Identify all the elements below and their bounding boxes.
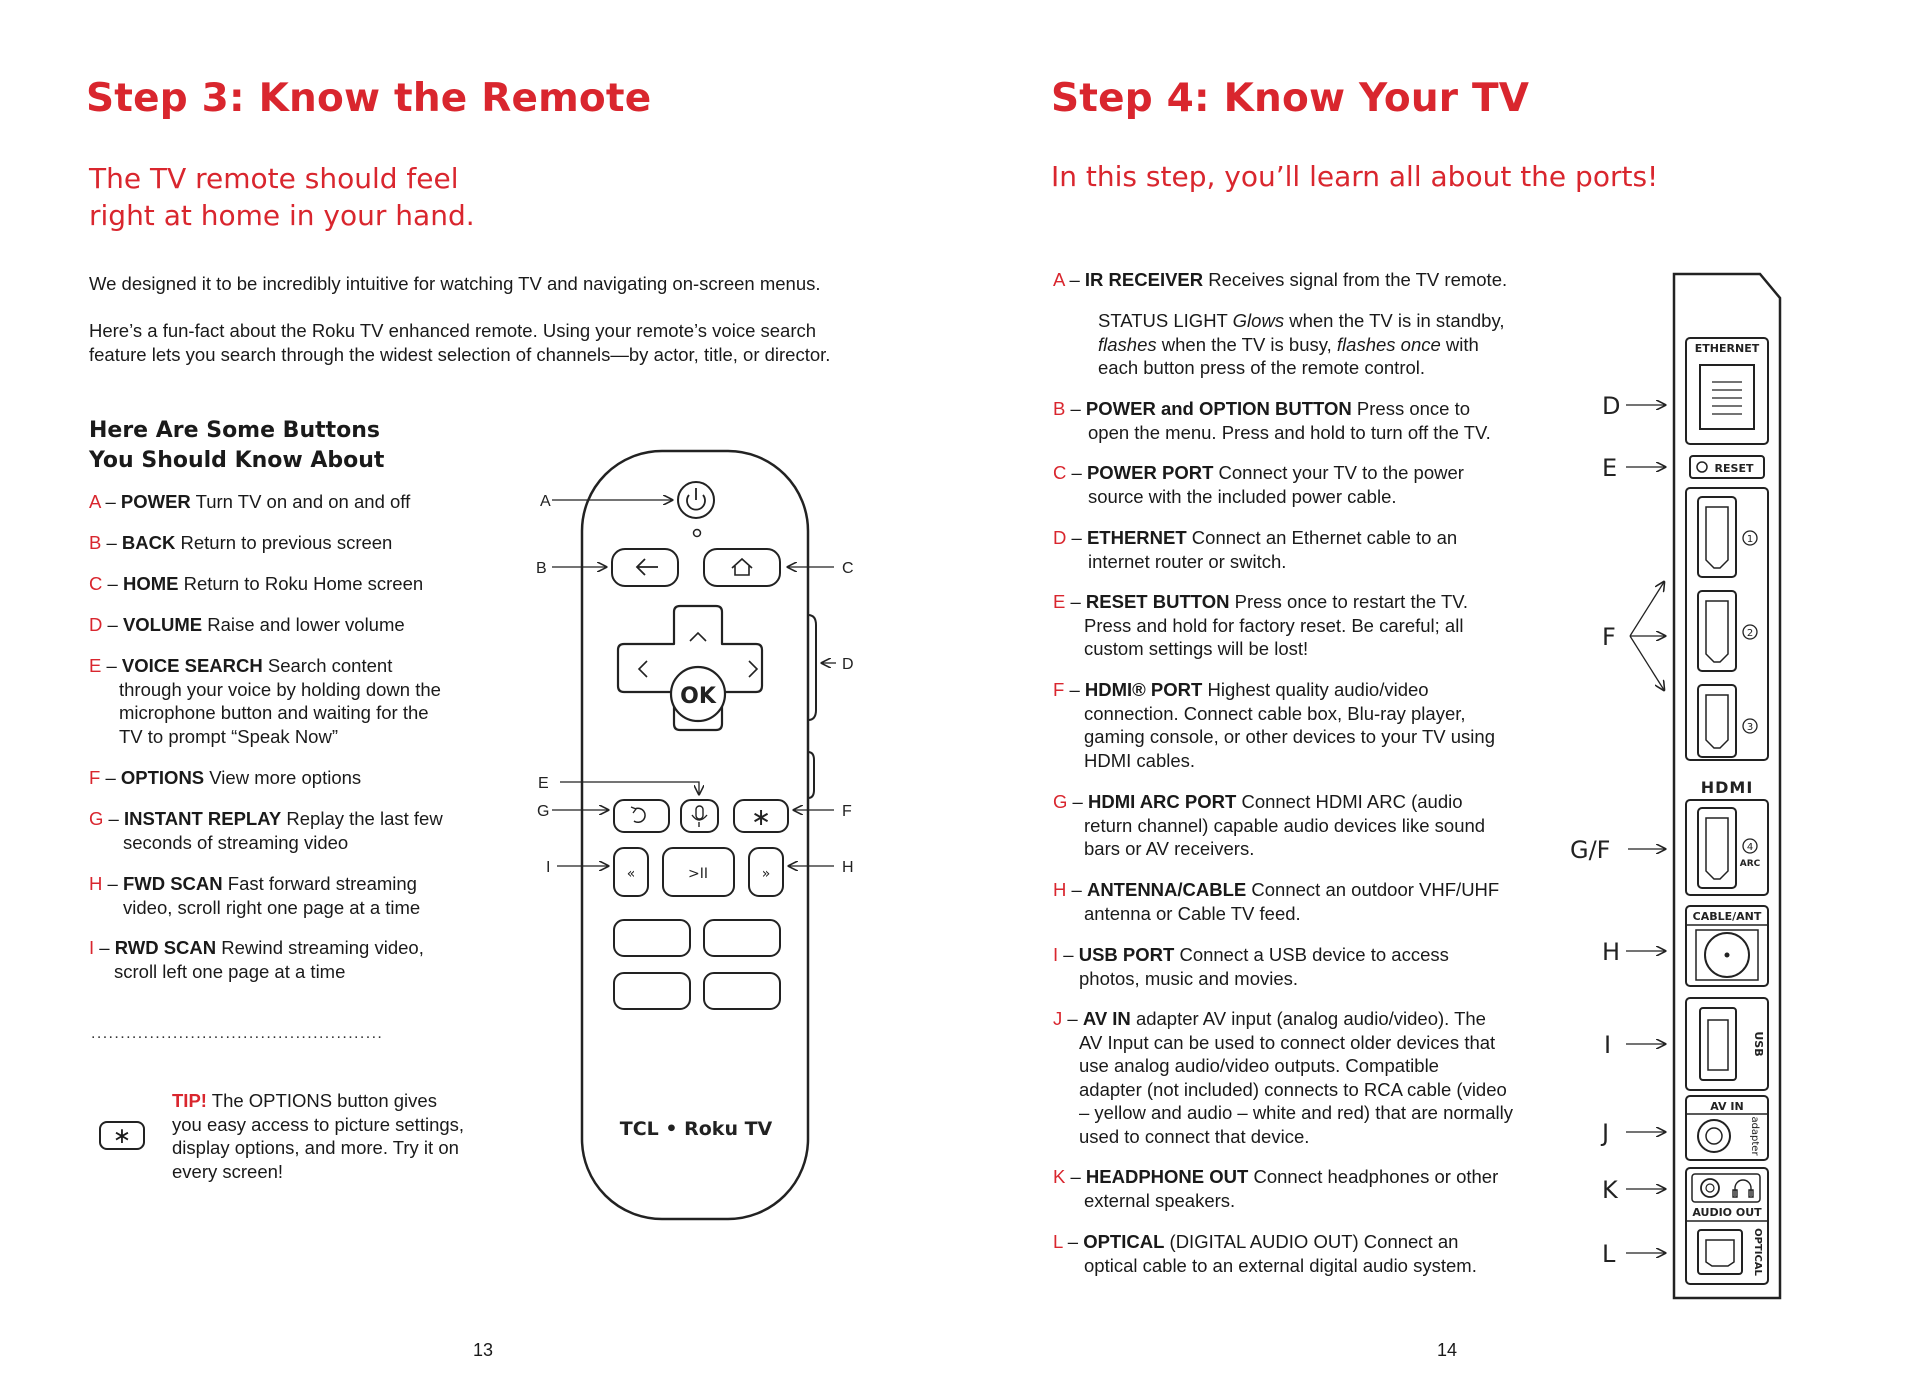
item-name: RESET BUTTON [1085, 591, 1230, 612]
remote-item-fwd-scan: H – FWD SCAN Fast forward streaming video, scroll right one page at a time [89, 873, 421, 918]
right-page-title: Step 4: Know Your TV [1051, 76, 1530, 121]
remote-item-voice-search: E – VOICE SEARCH Search content through your voice by holding down the microphone button and waiting for the TV to prompt “Speak Now” [89, 655, 441, 747]
item-name: RWD SCAN [114, 937, 217, 958]
shortcut-button-4 [704, 973, 780, 1009]
item-name: HOME [122, 573, 179, 594]
remote-item-power: A – POWER Turn TV on and on and off [89, 491, 411, 512]
item-name: POWER PORT [1086, 462, 1214, 483]
remote-item-volume: D – VOLUME Raise and lower volume [89, 614, 405, 635]
tip-label: TIP! [172, 1090, 207, 1111]
item-desc: seconds of streaming video [123, 831, 349, 853]
item-name: INSTANT REPLAY [123, 808, 282, 829]
callout-label: G/F [1570, 836, 1611, 864]
callout-label: E [538, 775, 549, 792]
callout-label: I [546, 859, 551, 876]
item-desc: Connect HDMI ARC (audio [1241, 791, 1463, 812]
item-letter: B [1053, 398, 1066, 419]
item-desc [1098, 333, 1505, 357]
tv-item-ir-receiver: A – IR RECEIVER Receives signal from the TV remote. [1053, 269, 1508, 290]
item-desc: bars or AV receivers. [1084, 838, 1255, 859]
item-desc: return channel) capable audio devices like sound [1084, 814, 1486, 836]
callout-label: E [1602, 454, 1618, 482]
ok-label: OK [680, 684, 716, 709]
headphone-port [1701, 1179, 1719, 1197]
buttons-heading [89, 416, 384, 476]
item-desc: Return to previous screen [180, 532, 393, 553]
item-letter: C [89, 573, 103, 594]
callout-label: H [1602, 938, 1621, 966]
av-in-label: AV IN [1710, 1100, 1744, 1113]
item-letter: I [1053, 944, 1059, 965]
callout-label: B [536, 560, 547, 577]
item-desc: each button press of the remote control. [1098, 357, 1426, 378]
hdmi-port-2 [1698, 591, 1736, 671]
hdmi-number: 1 [1746, 534, 1754, 545]
av-in-port [1698, 1120, 1730, 1152]
tv-item-power-port: C – POWER PORT Connect your TV to the power source with the included power cable. [1053, 462, 1464, 507]
remote-item-home: C – HOME Return to Roku Home screen [89, 573, 424, 594]
dotted-divider: .................................................. [91, 1025, 384, 1042]
asterisk-icon: ∗ [750, 803, 772, 831]
remote-item-back: B – BACK Return to previous screen [89, 532, 393, 553]
item-letter: G [89, 808, 104, 829]
item-desc [1098, 309, 1505, 333]
intro-paragraph: We designed it to be incredibly intuitive for watching TV and navigating on-screen menus. [89, 273, 821, 294]
hdmi-port-3 [1698, 685, 1736, 757]
callout-label: C [842, 560, 854, 577]
item-desc: Turn TV on and on and off [195, 491, 411, 512]
reset-label: RESET [1714, 462, 1754, 475]
remote-item-rwd-scan: I – RWD SCAN Rewind streaming video, scroll left one page at a time [89, 937, 424, 982]
item-letter: K [1053, 1166, 1066, 1187]
item-letter: G [1053, 791, 1068, 812]
hdmi-number: 2 [1746, 628, 1754, 639]
item-name: OPTICAL [1083, 1231, 1165, 1252]
tip-text [172, 1089, 464, 1183]
remote-item-instant-replay: G – INSTANT REPLAY Replay the last few seconds of streaming video [89, 808, 443, 853]
callout-label: F [1602, 623, 1616, 651]
tv-port-panel-illustration [1560, 265, 1790, 1310]
usb-port [1700, 1008, 1736, 1080]
item-desc: Connect a USB device to access [1179, 944, 1449, 965]
item-desc: Connect an outdoor VHF/UHF [1251, 879, 1500, 900]
hdmi-arc-port [1698, 808, 1736, 888]
heading-line: Here Are Some Buttons [89, 418, 381, 443]
tv-item-antenna-cable: H – ANTENNA/CABLE Connect an outdoor VHF/UHF antenna or Cable TV feed. [1053, 879, 1500, 924]
item-desc: video, scroll right one page at a time [123, 896, 421, 918]
item-name: HDMI ARC PORT [1087, 791, 1237, 812]
tv-item-av-in: J – AV IN adapter AV input (analog audio/video). The AV Input can be used to connect older devices that use analog audio/video outputs. Compatible adapter (not included) connects to RCA cable (video – yellow and audio – white and red) that are normally used to connect that device. [1053, 1008, 1513, 1147]
item-desc: adapter AV input (analog audio/video). The [1135, 1008, 1486, 1029]
paragraph-line: feature lets you search through the widest selection of channels—by actor, title, or director. [89, 344, 831, 365]
item-desc: View more options [209, 767, 362, 788]
item-letter: A [89, 491, 101, 512]
item-desc: through your voice by holding down the [119, 678, 441, 700]
tip-line: you easy access to picture settings, [172, 1113, 465, 1135]
item-desc: scroll left one page at a time [114, 960, 346, 982]
item-name: OPTIONS [120, 767, 205, 788]
shortcut-button-1 [614, 920, 690, 956]
callout-label: L [1602, 1240, 1616, 1268]
item-name: ETHERNET [1086, 527, 1187, 548]
remote-illustration [520, 440, 860, 1230]
callout-label: J [1602, 1119, 1610, 1147]
page-number-left: 13 [473, 1340, 494, 1360]
text-run: Glows [1232, 310, 1285, 331]
callout-label: G [537, 803, 550, 820]
item-desc: TV to prompt “Speak Now” [119, 725, 338, 747]
shortcut-button-2 [704, 920, 780, 956]
cable-ant-label: CABLE/ANT [1692, 910, 1762, 923]
text-run: flashes [1098, 333, 1157, 355]
callout-label: I [1604, 1031, 1612, 1059]
item-name: POWER and OPTION BUTTON [1085, 398, 1352, 419]
optical-port [1698, 1230, 1742, 1274]
usb-label: USB [1752, 1031, 1765, 1057]
tip-line [172, 1089, 464, 1113]
item-desc: source with the included power cable. [1088, 485, 1397, 507]
text-run: when the TV is in standby, [1284, 310, 1505, 331]
hdmi-logo: HDMI [1700, 778, 1754, 797]
tip-line: every screen! [172, 1160, 284, 1182]
item-desc: Connect headphones or other [1253, 1166, 1499, 1187]
item-desc: photos, music and movies. [1079, 967, 1299, 989]
item-name: VOLUME [122, 614, 203, 635]
item-letter: H [89, 873, 103, 894]
audio-out-label: AUDIO OUT [1692, 1206, 1762, 1219]
item-name: BACK [121, 532, 176, 553]
item-desc: Highest quality audio/video [1207, 679, 1429, 700]
subtitle-line: right at home in your hand. [89, 199, 475, 232]
item-desc: Fast forward streaming [227, 873, 417, 894]
right-page-subtitle: In this step, you’ll learn all about the ports! [1051, 160, 1659, 193]
item-desc: Replay the last few [286, 808, 443, 829]
left-page-subtitle [89, 160, 475, 234]
fast-forward-icon: » [761, 866, 771, 882]
item-name: POWER [120, 491, 191, 512]
callout-label: F [842, 803, 852, 820]
tv-item-reset-button: E – RESET BUTTON Press once to restart the TV. Press and hold for factory reset. Be careful; all custom settings will be lost! [1053, 591, 1469, 659]
callout-label: A [540, 493, 551, 510]
item-desc: Connect your TV to the power [1218, 462, 1464, 483]
item-desc: Press once to restart the TV. [1234, 591, 1469, 612]
item-desc: Raise and lower volume [207, 614, 405, 635]
item-name: VOICE SEARCH [121, 655, 263, 676]
rewind-icon: « [626, 866, 636, 882]
item-desc: Search content [267, 655, 393, 676]
callout-label: K [1602, 1176, 1618, 1204]
item-letter: H [1053, 879, 1067, 900]
item-letter: E [89, 655, 102, 676]
status-light-note [1098, 309, 1505, 380]
shortcut-button-3 [614, 973, 690, 1009]
item-name: AV IN [1082, 1008, 1131, 1029]
item-letter: D [89, 614, 103, 635]
heading-line: You Should Know About [89, 448, 385, 473]
item-letter: J [1053, 1008, 1063, 1029]
tv-item-hdmi-port: F – HDMI® PORT Highest quality audio/video connection. Connect cable box, Blu-ray player, gaming console, or other devices to your TV using HDMI cables. [1053, 679, 1495, 771]
fun-fact-paragraph [89, 319, 830, 367]
tv-item-power-button: B – POWER and OPTION BUTTON Press once to open the menu. Press and hold to turn off the TV. [1053, 398, 1491, 443]
item-desc: gaming console, or other devices to your TV using [1084, 726, 1495, 747]
text-run: with [1440, 333, 1479, 355]
callout-label: H [842, 859, 854, 876]
item-letter: B [89, 532, 102, 553]
tv-item-headphone-out: K – HEADPHONE OUT Connect headphones or other external speakers. [1053, 1166, 1499, 1211]
left-page-title: Step 3: Know the Remote [86, 76, 652, 121]
item-letter: E [1053, 591, 1066, 612]
item-desc: used to connect that device. [1079, 1125, 1310, 1147]
instant-replay-button [614, 800, 669, 832]
item-desc: AV Input can be used to connect older devices that [1079, 1031, 1496, 1053]
item-name: HDMI® PORT [1084, 679, 1203, 700]
item-desc: microphone button and waiting for the [119, 702, 429, 723]
item-name: ANTENNA/CABLE [1086, 879, 1247, 900]
tv-item-hdmi-arc-port: G – HDMI ARC PORT Connect HDMI ARC (audio return channel) capable audio devices like sound bars or AV receivers. [1053, 791, 1486, 859]
arc-label: ARC [1739, 859, 1761, 869]
item-name: FWD SCAN [122, 873, 223, 894]
item-desc: adapter (not included) connects to RCA cable (video [1079, 1078, 1507, 1100]
item-desc: custom settings will be lost! [1084, 638, 1309, 659]
options-button-icon: ∗ [99, 1121, 145, 1150]
item-desc: (DIGITAL AUDIO OUT) Connect an [1169, 1231, 1459, 1252]
item-letter: I [89, 937, 95, 958]
item-desc: open the menu. Press and hold to turn off the TV. [1088, 421, 1491, 443]
item-desc: antenna or Cable TV feed. [1084, 902, 1301, 924]
item-letter: L [1053, 1231, 1063, 1252]
tip-line-text: The OPTIONS button gives [211, 1090, 437, 1111]
hdmi-number: 4 [1746, 842, 1754, 853]
callout-label: D [842, 656, 854, 673]
item-desc: internet router or switch. [1088, 550, 1287, 572]
item-desc: Receives signal from the TV remote. [1208, 269, 1508, 290]
ethernet-label: ETHERNET [1694, 342, 1760, 355]
adapter-label: adapter [1749, 1116, 1760, 1156]
optical-label: OPTICAL [1752, 1228, 1763, 1276]
ethernet-port [1700, 365, 1754, 429]
item-desc: Rewind streaming video, [221, 937, 424, 958]
play-pause-icon: >II [688, 866, 708, 882]
home-button [704, 549, 780, 586]
paragraph-line: Here’s a fun-fact about the Roku TV enhanced remote. Using your remote’s voice search [89, 320, 817, 341]
hdmi-number: 3 [1746, 722, 1754, 733]
subtitle-line: The TV remote should feel [89, 162, 459, 195]
item-desc: connection. Connect cable box, Blu-ray player, [1084, 702, 1466, 724]
item-desc: external speakers. [1084, 1189, 1236, 1211]
item-letter: F [1053, 679, 1065, 700]
item-desc: Return to Roku Home screen [183, 573, 424, 594]
item-desc: Press and hold for factory reset. Be careful; all [1084, 614, 1464, 636]
callout-label: D [1602, 392, 1621, 420]
item-desc: Press once to [1356, 398, 1471, 419]
voice-search-button [681, 800, 718, 832]
item-name: HEADPHONE OUT [1085, 1166, 1249, 1187]
text-run: STATUS LIGHT [1098, 310, 1233, 331]
remote-item-options: F – OPTIONS View more options [89, 767, 362, 788]
item-name: USB PORT [1078, 944, 1175, 965]
item-letter: A [1053, 269, 1065, 290]
item-desc: optical cable to an external digital audio system. [1084, 1254, 1477, 1276]
tv-item-ethernet: D – ETHERNET Connect an Ethernet cable to an internet router or switch. [1053, 527, 1458, 572]
text-run: flashes once [1336, 333, 1441, 355]
tip-line: display options, and more. Try it on [172, 1137, 459, 1158]
item-desc: use analog audio/video outputs. Compatible [1079, 1055, 1439, 1076]
page-number-right: 14 [1437, 1340, 1458, 1360]
item-desc: Connect an Ethernet cable to an [1191, 527, 1458, 548]
text-run: when the TV is busy, [1156, 333, 1337, 355]
item-desc: HDMI cables. [1084, 749, 1196, 771]
hdmi-port-1 [1698, 497, 1736, 577]
item-letter: D [1053, 527, 1067, 548]
tv-item-usb-port: I – USB PORT Connect a USB device to access photos, music and movies. [1053, 944, 1449, 989]
tv-item-optical: L – OPTICAL (DIGITAL AUDIO OUT) Connect an optical cable to an external digital audio system. [1053, 1231, 1477, 1276]
item-name: IR RECEIVER [1084, 269, 1204, 290]
remote-brand-logo: TCL • Roku TV [619, 1118, 773, 1140]
item-letter: F [89, 767, 101, 788]
item-letter: C [1053, 462, 1067, 483]
item-desc: – yellow and audio – white and red) that are normally [1079, 1102, 1513, 1123]
